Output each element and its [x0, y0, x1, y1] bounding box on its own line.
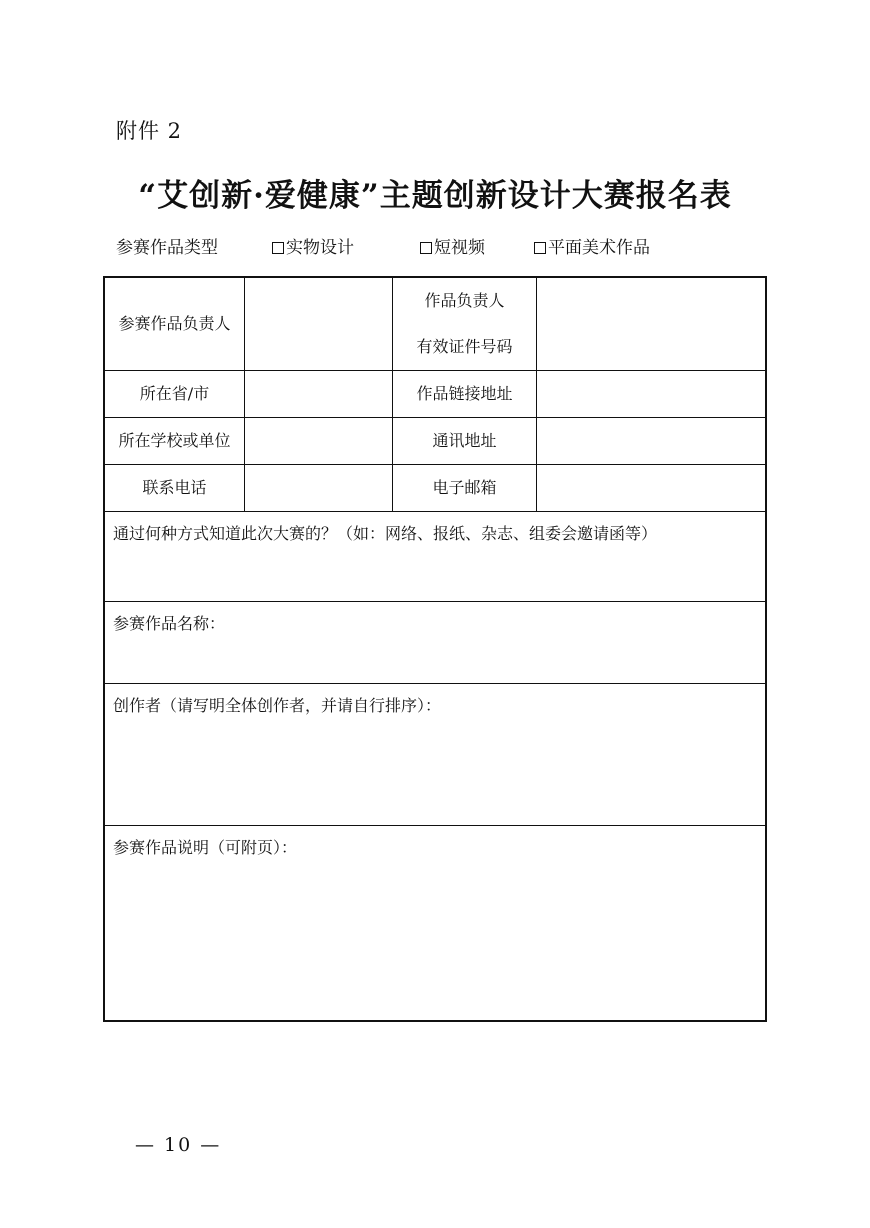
- link-input[interactable]: [537, 371, 765, 418]
- phone-label-cell: 联系电话: [105, 465, 245, 512]
- description-label: 参赛作品说明（可附页）：: [113, 838, 298, 857]
- registration-form: [103, 276, 767, 1022]
- school-label-cell: 所在学校或单位: [105, 418, 245, 465]
- leader-label-cell: 参赛作品负责人: [105, 278, 245, 371]
- creators-field[interactable]: [105, 684, 765, 826]
- checkbox-icon[interactable]: [534, 242, 546, 254]
- description-field[interactable]: [105, 826, 765, 1020]
- source-question-label: 通过何种方式知道此次大赛的？（如：网络、报纸、杂志、组委会邀请函等）: [113, 524, 658, 543]
- page-number: — 10 —: [135, 1134, 222, 1156]
- leader-id-input[interactable]: [537, 278, 765, 371]
- checkbox-icon[interactable]: [420, 242, 432, 254]
- email-label-cell: 电子邮箱: [393, 465, 537, 512]
- address-label-cell: 通讯地址: [393, 418, 537, 465]
- option-physical-design[interactable]: 实物设计: [272, 236, 354, 260]
- address-input[interactable]: [537, 418, 765, 465]
- leader-input[interactable]: [245, 278, 393, 371]
- school-input[interactable]: [245, 418, 393, 465]
- option-short-video[interactable]: 短视频: [420, 236, 485, 260]
- checkbox-icon[interactable]: [272, 242, 284, 254]
- phone-input[interactable]: [245, 465, 393, 512]
- work-name-field[interactable]: [105, 602, 765, 684]
- leader-id-label-cell: 作品负责人 有效证件号码: [393, 278, 537, 371]
- entry-type-row: [116, 236, 756, 260]
- form-title: “艾创新·爱健康”主题创新设计大赛报名表: [138, 178, 732, 214]
- attachment-label: 附件 2: [116, 119, 183, 143]
- province-input[interactable]: [245, 371, 393, 418]
- option-graphic-art[interactable]: 平面美术作品: [534, 236, 650, 260]
- province-label-cell: 所在省/市: [105, 371, 245, 418]
- entry-type-label: 参赛作品类型: [116, 238, 218, 258]
- email-input[interactable]: [537, 465, 765, 512]
- work-name-label: 参赛作品名称：: [113, 614, 226, 633]
- link-label-cell: 作品链接地址: [393, 371, 537, 418]
- source-question-field[interactable]: [105, 512, 765, 602]
- creators-label: 创作者（请写明全体创作者，并请自行排序）：: [113, 696, 442, 715]
